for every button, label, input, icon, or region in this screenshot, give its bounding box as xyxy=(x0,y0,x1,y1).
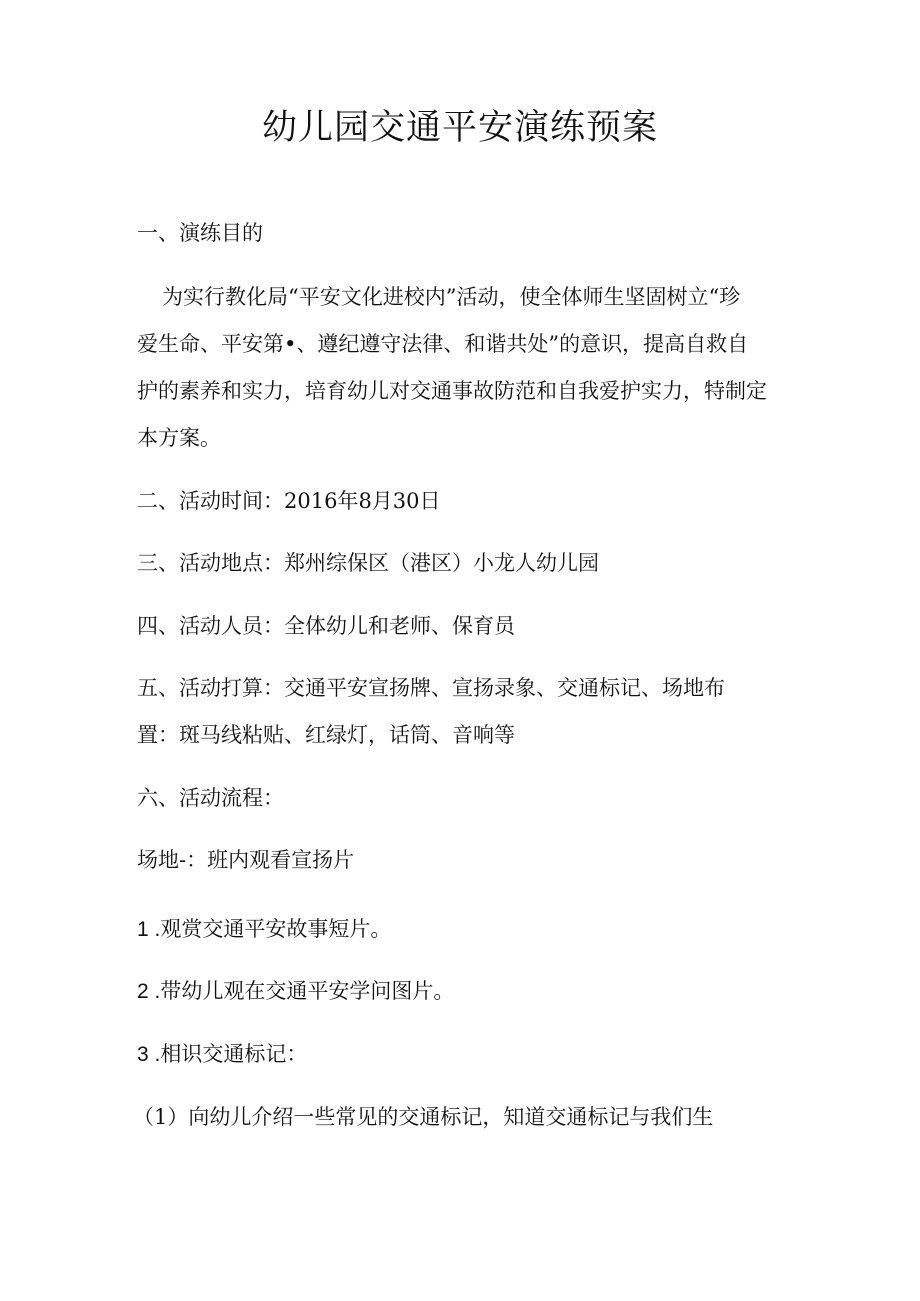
activity-participants: 四、活动人员：全体幼儿和老师、保育员 xyxy=(137,614,515,638)
paragraph-line: 护的素养和实力，培育幼儿对交通事故防范和自我爱护实力，特制定 xyxy=(137,379,767,403)
activity-preparation: 五、活动打算：交通平安宣扬牌、宣扬录象、交通标记、场地布 xyxy=(137,676,725,700)
paragraph-line: 为实行教化局“平安文化进校内”活动，使全体师生坚固树立“珍 xyxy=(162,285,741,309)
activity-preparation-continued: 置：斑马线粘贴、红绿灯，话筒、音响等 xyxy=(137,723,515,747)
sub-step-1: （1）向幼儿介绍一些常见的交通标记，知道交通标记与我们生 xyxy=(133,1105,714,1129)
activity-time: 二、活动时间：2016年8月30日 xyxy=(137,489,441,513)
venue-one-heading: 场地-：班内观看宣扬片 xyxy=(137,848,355,872)
document-title: 幼儿园交通平安演练预案 xyxy=(261,108,658,148)
section-heading-purpose: 一、演练目的 xyxy=(137,221,263,245)
paragraph-line: 本方案。 xyxy=(137,426,221,450)
paragraph-line: 爱生命、平安第•、遵纪遵守法律、和谐共处”的意识，提高自救自 xyxy=(137,332,749,356)
activity-location: 三、活动地点：郑州综保区（港区）小龙人幼儿园 xyxy=(137,551,599,575)
process-step-3: 3 .相识交通标记： xyxy=(137,1043,308,1066)
process-step-2: 2 .带幼儿观在交通平安学问图片。 xyxy=(137,980,455,1003)
section-heading-process: 六、活动流程： xyxy=(137,786,284,810)
process-step-1: 1 .观赏交通平安故事短片。 xyxy=(137,918,392,941)
